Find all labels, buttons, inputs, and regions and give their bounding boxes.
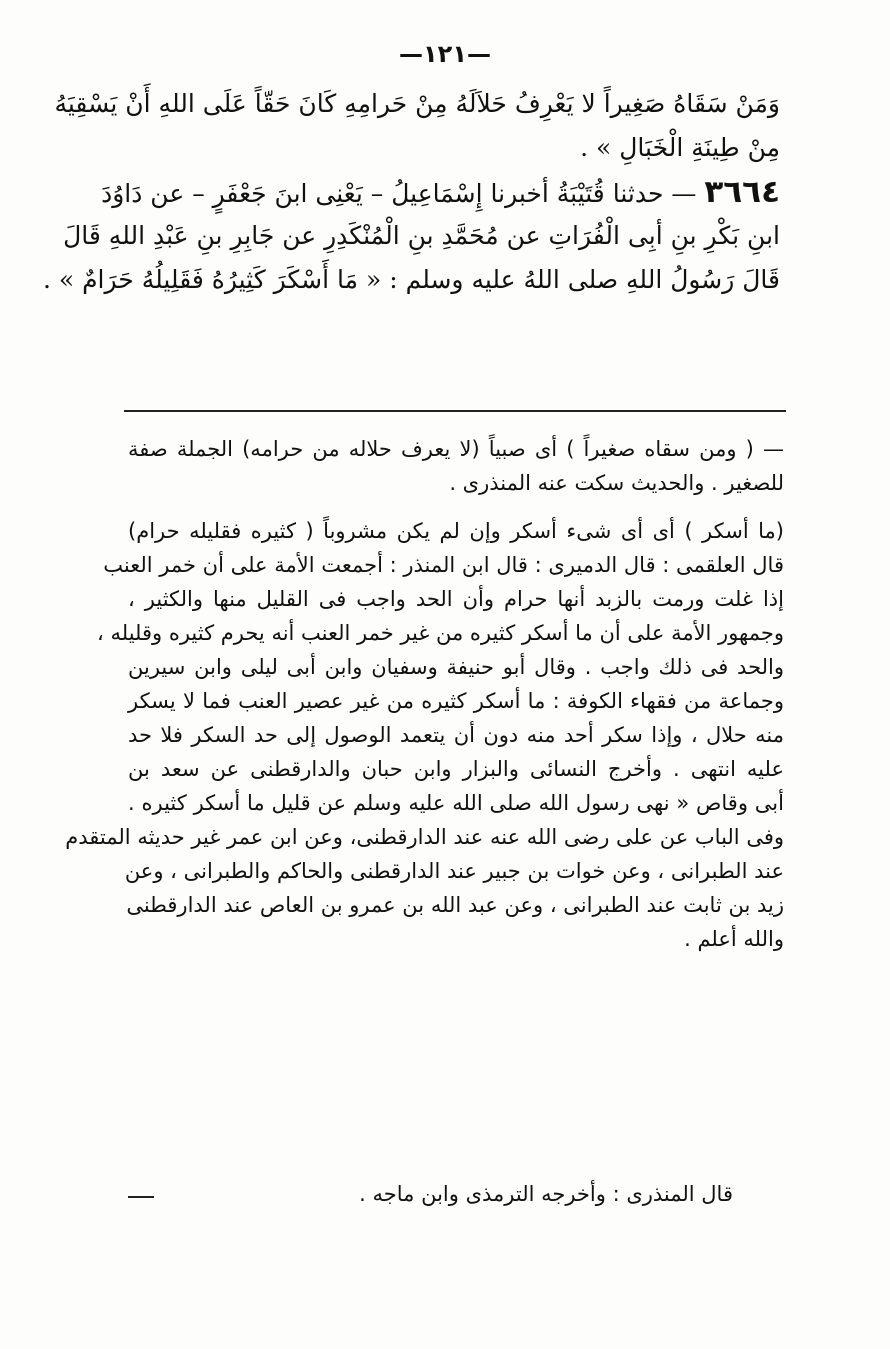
footer-note: قال المنذرى : وأخرجه الترمذى وابن ماجه . — [359, 1182, 733, 1206]
commentary-line: والحد فى ذلك واجب . وقال أبو حنيفة وسفيان وابن أبى ليلى وابن سيرين — [128, 655, 784, 679]
commentary-line: قال العلقمى : قال الدميرى : قال ابن المنذر : أجمعت الأمة على أن خمر العنب — [103, 553, 784, 577]
hadith-number: ٣٦٦٤ — [704, 174, 780, 210]
commentary-line: وفى الباب عن على رضى الله عنه عند الدارقطنى، وعن ابن عمر غير حديثه المتقدم — [65, 825, 784, 849]
page-number: —١٢١— — [399, 40, 491, 68]
commentary-line: أبى وقاص « نهى رسول الله صلى الله عليه وسلم عن قليل ما أسكر كثيره . — [128, 791, 784, 815]
commentary-line: عند الطبرانى ، وعن خوات بن جبير عند الدارقطنى والحاكم والطبرانى ، وعن — [124, 859, 784, 883]
footer-dash — [128, 1196, 154, 1198]
commentary-line: للصغير . والحديث سكت عنه المنذرى . — [449, 471, 784, 495]
hadith-line: ابنِ بَكْرِ بنِ أبِى الْفُرَاتِ عن مُحَمَّدِ بنِ الْمُنْكَدِرِ عن جَابِرِ بنِ عَبْدِ اللهِ قَالَ — [63, 221, 780, 250]
section-divider — [124, 410, 786, 412]
commentary-line: والله أعلم . — [684, 927, 784, 951]
commentary-line: إذا غلت ورمت بالزبد أنها حرام وأن الحد واجب فى القليل منها والكثير ، — [128, 587, 784, 611]
hadith-line: مِنْ طِينَةِ الْخَبَالِ » . — [580, 133, 780, 162]
hadith-line-with-number — [101, 174, 780, 210]
hadith-isnad: — حدثنا قُتَيْبَةُ أخبرنا إِسْمَاعِيلُ – يَعْنِى ابنَ جَعْفَرٍ – عن دَاوُدَ — [101, 179, 705, 208]
commentary-line: عليه انتهى . وأخرج النسائى والبزار وابن حبان والدارقطنى عن سعد بن — [128, 757, 784, 781]
commentary-line: (ما أسكر ) أى أى شىء أسكر وإن لم يكن مشروباً ( كثيره فقليله حرام) — [128, 519, 784, 543]
hadith-text — [42, 89, 780, 294]
commentary-line: وجمهور الأمة على أن ما أسكر كثيره من غير خمر العنب أنه يحرم كثيره وقليله ، — [97, 621, 784, 645]
hadith-line: وَمَنْ سَقَاهُ صَغِيراً لا يَعْرِفُ حَلاَلَهُ مِنْ حَرامِهِ كَانَ حَقّاً عَلَى اللهِ أَنْ يَسْقِيَهُ — [54, 89, 780, 118]
commentary-line: — ( ومن سقاه صغيراً ) أى صبياً (لا يعرف حلاله من حرامه) الجملة صفة — [128, 437, 784, 461]
commentary — [65, 437, 784, 962]
commentary-line: وجماعة من فقهاء الكوفة : ما أسكر كثيره من غير عصير العنب فما لا يسكر — [128, 689, 784, 713]
commentary-line: منه حلال ، وإذا سكر أحد منه دون أن يتعمد الوصول إلى حد السكر فلا حد — [128, 723, 784, 747]
commentary-line: زيد بن ثابت عند الطبرانى ، وعن عبد الله بن عمرو بن العاص عند الدارقطنى — [126, 893, 784, 917]
hadith-line: قَالَ رَسُولُ اللهِ صلى اللهُ عليه وسلم : « مَا أَسْكَرَ كَثِيرُهُ فَقَلِيلُهُ حَرَامٌ » . — [42, 265, 780, 294]
